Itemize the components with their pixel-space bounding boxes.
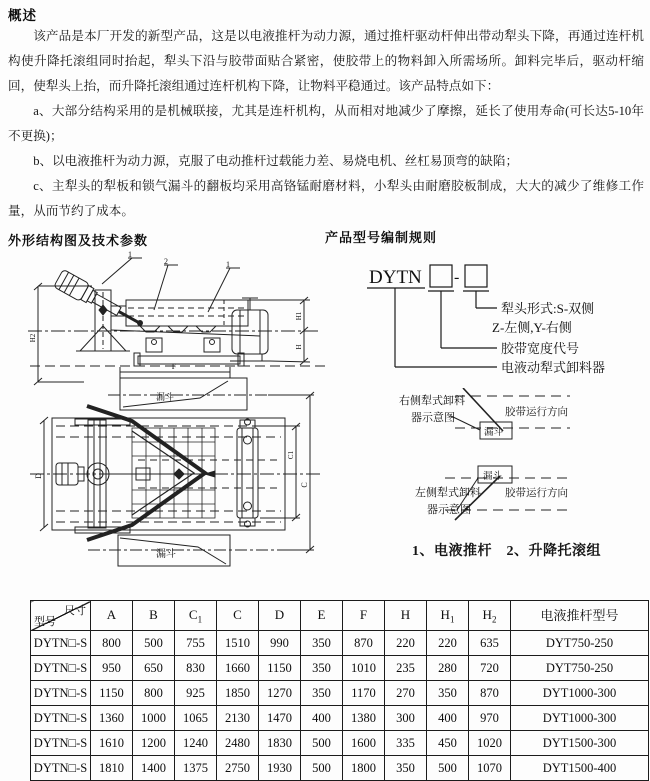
value-cell: 1470	[259, 706, 301, 731]
value-cell: 800	[91, 631, 133, 656]
value-cell: 2130	[217, 706, 259, 731]
value-cell: DYT1000-300	[511, 706, 649, 731]
value-cell: 1600	[343, 731, 385, 756]
col-header: A	[91, 601, 133, 631]
value-cell: 500	[301, 756, 343, 781]
col-header: C	[217, 601, 259, 631]
left-schematic-label-line1: 左侧犁式卸料	[415, 487, 481, 499]
value-cell: 2480	[217, 731, 259, 756]
left-schematic-label-line2: 器示意图	[427, 504, 471, 516]
value-cell: 280	[427, 656, 469, 681]
value-cell: DYT1500-300	[511, 731, 649, 756]
drawing-section-heading: 外形结构图及技术参数	[8, 233, 149, 248]
value-cell: 1065	[175, 706, 217, 731]
table-row	[31, 756, 649, 781]
value-cell: 870	[469, 681, 511, 706]
dim-h2: H2	[29, 333, 37, 343]
outline-structure-drawing	[28, 250, 330, 588]
value-cell: 1000	[133, 706, 175, 731]
value-cell: 500	[133, 631, 175, 656]
plow-form-label-line2: Z-左侧,Y-右侧	[492, 320, 572, 335]
spec-table	[30, 600, 649, 781]
value-cell: 1150	[259, 656, 301, 681]
value-cell: DYT750-250	[511, 656, 649, 681]
value-cell: 450	[427, 731, 469, 756]
value-cell: 635	[469, 631, 511, 656]
bottom-hopper-label: 漏斗	[156, 549, 176, 560]
col-header-pushrod-model: 电液推杆型号	[511, 601, 649, 631]
value-cell: 1510	[217, 631, 259, 656]
col-header: $H_1$	[427, 601, 469, 631]
value-cell: 300	[385, 706, 427, 731]
col-header: B	[133, 601, 175, 631]
value-cell: 1360	[91, 706, 133, 731]
value-cell: 220	[385, 631, 427, 656]
value-cell: 1400	[133, 756, 175, 781]
left-hopper-label: 漏斗	[483, 472, 503, 482]
plow-form-label-line1: 犁头形式:S-双侧	[501, 301, 595, 316]
dim-h: H	[295, 344, 303, 350]
value-cell: 755	[175, 631, 217, 656]
bottom-hopper	[88, 535, 278, 566]
paragraph-intro: 该产品是本厂开发的新型产品，这是以电液推杆为动力源，通过推杆驱动杆伸出带动犁头下降，再通过连杆机构使升降托滚组同时抬起，犁头下沿与胶带面贴合紧密，使胶带上的物料卸入所需场所。卸料完毕后，驱动杆缩回，使犁头上抬，而升降托滚组通过连杆机构下降，让物料平稳通过。该产品特点如下：	[8, 29, 644, 93]
value-cell: 870	[343, 631, 385, 656]
value-cell: 1660	[217, 656, 259, 681]
table-header-row	[31, 601, 649, 631]
model-cell: DYTN□-S	[31, 706, 91, 731]
col-header: $H_2$	[469, 601, 511, 631]
table-row	[31, 731, 649, 756]
value-cell: 1830	[259, 731, 301, 756]
spec-table-body	[31, 631, 649, 781]
model-separator: -	[454, 269, 460, 286]
value-cell: 1170	[343, 681, 385, 706]
right-schematic-label-line1: 右侧犁式卸料	[399, 395, 465, 407]
value-cell: 950	[91, 656, 133, 681]
value-cell: 350	[301, 631, 343, 656]
value-cell: 350	[301, 681, 343, 706]
model-cell: DYTN□-S	[31, 681, 91, 706]
col-header: $C_1$	[175, 601, 217, 631]
table-row	[31, 681, 649, 706]
push-rod-actuator	[54, 269, 145, 332]
model-cell: DYTN□-S	[31, 756, 91, 781]
model-rule-section-heading: 产品型号编制规则	[325, 230, 438, 245]
value-cell: 1200	[133, 731, 175, 756]
support-post	[76, 290, 130, 351]
table-row	[31, 706, 649, 731]
value-cell: 335	[385, 731, 427, 756]
right-roller-stand	[230, 298, 270, 361]
col-header: H	[385, 601, 427, 631]
value-cell: DYT1000-300	[511, 681, 649, 706]
value-cell: 650	[133, 656, 175, 681]
value-cell: DYT750-250	[511, 631, 649, 656]
dim-h1: H1	[295, 311, 303, 321]
value-cell: 235	[385, 656, 427, 681]
right-belt-direction-label: 胶带运行方向	[505, 407, 568, 418]
value-cell: 1850	[217, 681, 259, 706]
value-cell: 1930	[259, 756, 301, 781]
value-cell: 220	[427, 631, 469, 656]
value-cell: 1240	[175, 731, 217, 756]
plan-view	[30, 367, 320, 566]
value-cell: 400	[301, 706, 343, 731]
unloader-schematics	[385, 388, 650, 538]
belt-width-label: 胶带宽度代号	[501, 341, 580, 356]
plan-motor	[56, 463, 200, 485]
right-schematic-label-line2: 器示意图	[411, 412, 455, 424]
top-hopper	[108, 378, 268, 410]
parts-caption: 1、电液推杆 2、升降托滚组	[412, 544, 601, 559]
value-cell: 1070	[469, 756, 511, 781]
value-cell: 1150	[91, 681, 133, 706]
model-cell: DYTN□-S	[31, 656, 91, 681]
right-hopper-label: 漏斗	[484, 428, 504, 438]
value-cell: 1810	[91, 756, 133, 781]
overview-text	[8, 24, 644, 224]
side-view	[28, 258, 328, 385]
model-cell: DYTN□-S	[31, 731, 91, 756]
corner-model-label: 型号	[34, 616, 56, 628]
model-number-diagram	[345, 255, 645, 400]
col-header: F	[343, 601, 385, 631]
lifting-roller-group	[134, 338, 244, 366]
value-cell: 350	[301, 656, 343, 681]
dim-c1: C1	[287, 450, 295, 460]
callout-1: 1	[128, 250, 132, 259]
value-cell: 1270	[259, 681, 301, 706]
value-cell: 990	[259, 631, 301, 656]
dim-c: C	[300, 482, 309, 488]
value-cell: 1375	[175, 756, 217, 781]
table-row	[31, 631, 649, 656]
paragraph-a: a、大部分结构采用的是机械联接，尤其是连杆机构，从而相对地减少了摩擦，延长了使用寿命(可长达5-10年不更换)；	[8, 104, 644, 143]
table-row	[31, 656, 649, 681]
value-cell: 1020	[469, 731, 511, 756]
callout-3: 1	[226, 260, 230, 269]
callout-2: 2	[164, 257, 168, 266]
value-cell: 925	[175, 681, 217, 706]
col-header: D	[259, 601, 301, 631]
dim-d: D	[34, 473, 43, 479]
corner-cell	[31, 601, 91, 631]
value-cell: 720	[469, 656, 511, 681]
value-cell: 400	[427, 706, 469, 731]
paragraph-b: b、以电液推杆为动力源，克服了电动推杆过载能力差、易烧电机、丝杠易顶弯的缺陷；	[33, 154, 519, 168]
value-cell: 1610	[91, 731, 133, 756]
corner-size-label: 尺寸	[64, 605, 86, 617]
value-cell: 1380	[343, 706, 385, 731]
value-cell: DYT1500-400	[511, 756, 649, 781]
value-cell: 350	[427, 681, 469, 706]
device-name-label: 电液动犁式卸料器	[501, 360, 606, 375]
overview-heading: 概述	[8, 8, 37, 23]
dim-f: F	[171, 362, 177, 371]
value-cell: 500	[301, 731, 343, 756]
col-header: E	[301, 601, 343, 631]
left-belt-direction-label: 胶带运行方向	[505, 488, 568, 499]
value-cell: 270	[385, 681, 427, 706]
value-cell: 970	[469, 706, 511, 731]
value-cell: 1010	[343, 656, 385, 681]
model-prefix: DYTN	[369, 267, 422, 288]
model-cell: DYTN□-S	[31, 631, 91, 656]
top-hopper-label: 漏斗	[156, 392, 175, 402]
value-cell: 1800	[343, 756, 385, 781]
value-cell: 830	[175, 656, 217, 681]
value-cell: 500	[427, 756, 469, 781]
paragraph-c: c、主犁头的犁板和锁气漏斗的翻板均采用高铬锰耐磨材料，小犁头由耐磨胶板制成，大大的减少了维修工作量，从而节约了成本。	[8, 179, 644, 218]
value-cell: 800	[133, 681, 175, 706]
value-cell: 350	[385, 756, 427, 781]
value-cell: 2750	[217, 756, 259, 781]
